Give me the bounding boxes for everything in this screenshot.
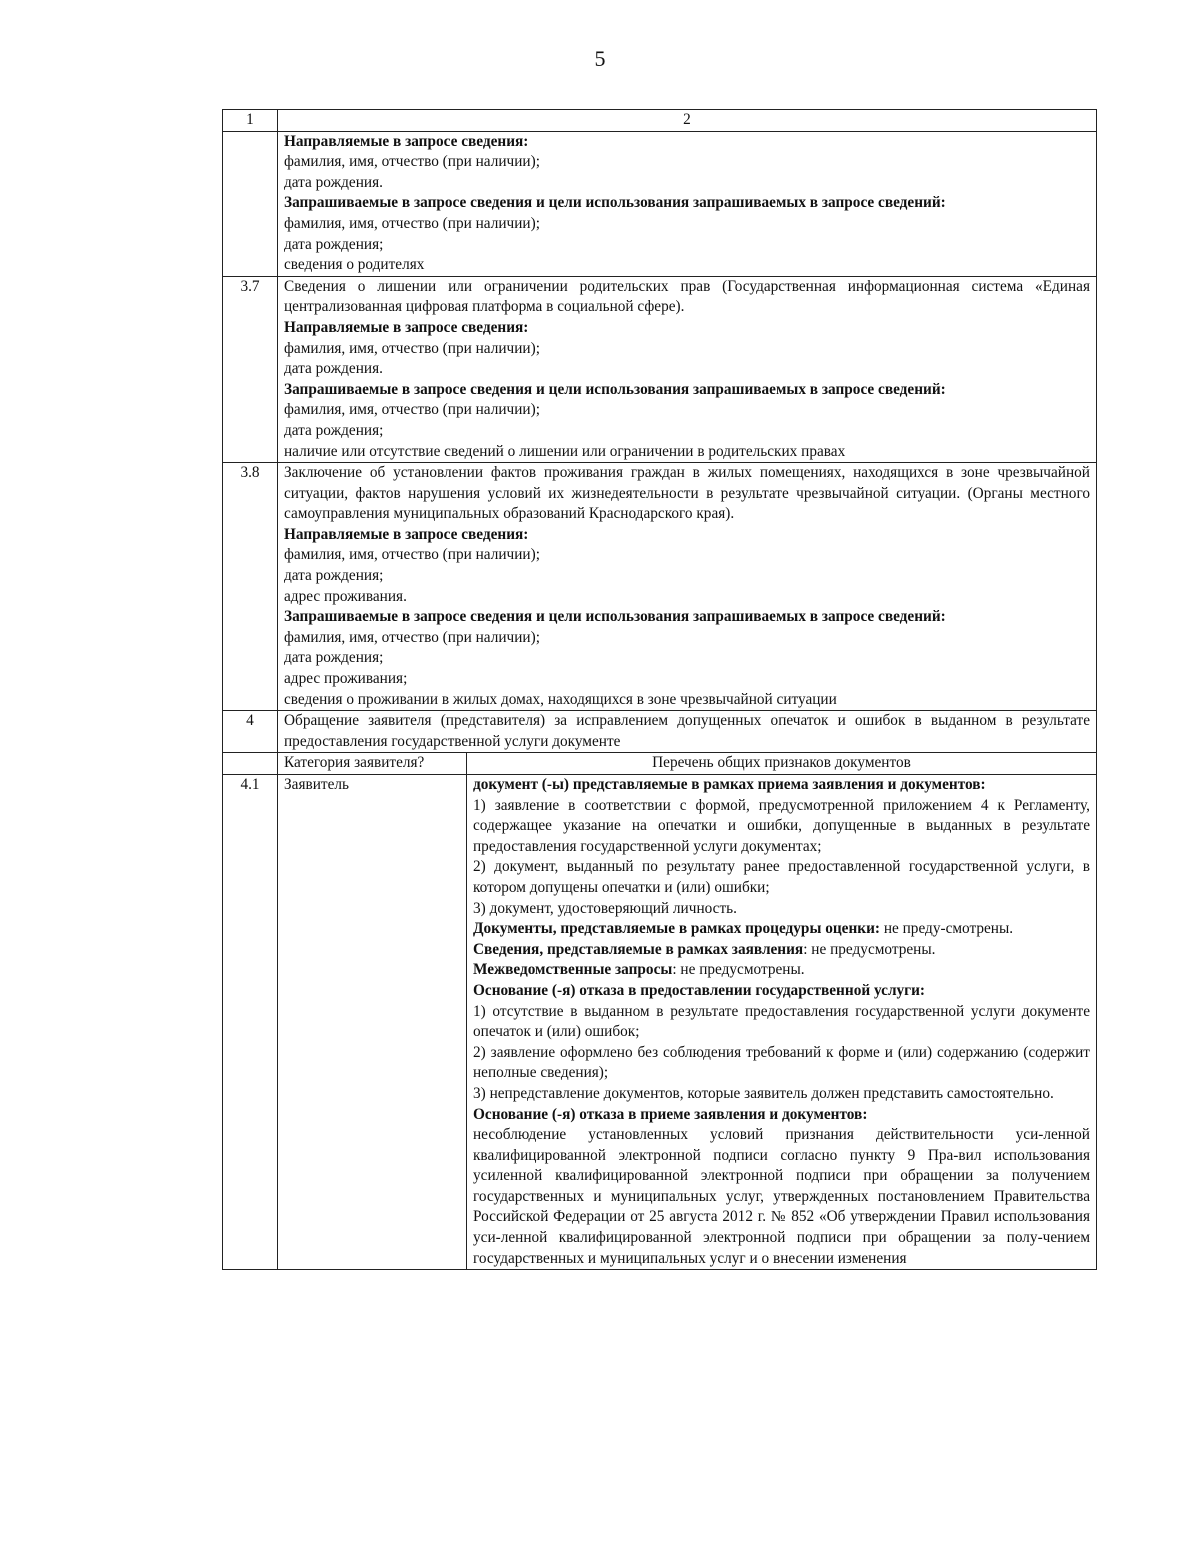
category-cell: Заявитель	[278, 775, 467, 1270]
eval-heading: Документы, представляемые в рамках процедуры оценки:	[473, 920, 880, 938]
reject-heading: Основание (-я) отказа в приеме заявления и документов:	[473, 1105, 868, 1123]
sent-heading: Направляемые в запросе сведения:	[284, 132, 529, 150]
requested-heading: Запрашиваемые в запросе сведения и цели использования запрашиваемых в запросе сведений:	[284, 380, 946, 398]
requested-item: адрес проживания;	[284, 670, 408, 688]
sent-item: дата рождения;	[284, 567, 384, 585]
requested-item: фамилия, имя, отчество (при наличии);	[284, 214, 540, 232]
document-table	[222, 109, 1097, 1270]
inter-line	[473, 960, 1090, 981]
table-row-4	[223, 711, 1097, 753]
row-title: Заключение об установлении фактов проживания граждан в жилых помещениях, находящихся в зоне чрезвычайной ситуации, фактов нарушения условий их жизнедеятельности в результате чрезвычайной ситуации. (Органы местного самоуправления муниципальных образований Краснодарского края).	[284, 464, 1090, 523]
requested-item: наличие или отсутствие сведений о лишении или ограничении в родительских правах	[284, 442, 846, 460]
category-header: Категория заявителя?	[278, 753, 467, 775]
sent-item: фамилия, имя, отчество (при наличии);	[284, 339, 540, 357]
row-number: 3.7	[223, 276, 278, 462]
sent-item: дата рождения.	[284, 173, 383, 191]
header-col-2: 2	[278, 110, 1097, 132]
refusal-heading: Основание (-я) отказа в предоставлении государственной услуги:	[473, 981, 926, 999]
row-number: 3.8	[223, 463, 278, 711]
row-title: Сведения о лишении или ограничении родительских прав (Государственная информационная система «Единая централизованная цифровая платформа в социальной сфере).	[284, 277, 1090, 316]
docs-heading: документ (-ы) представляемые в рамках приема заявления и документов:	[473, 776, 986, 793]
requested-item: сведения о родителях	[284, 256, 425, 274]
row-content	[278, 276, 1097, 462]
table-row-3-8	[223, 463, 1097, 711]
sent-heading: Направляемые в запросе сведения:	[284, 525, 529, 543]
refusal-item: 2) заявление оформлено без соблюдения требований к форме и (или) содержанию (содержит неполные сведения);	[473, 1043, 1090, 1082]
row-num-empty	[223, 753, 278, 775]
table-row-continued	[223, 131, 1097, 276]
table-row-4-1	[223, 775, 1097, 1270]
requested-item: фамилия, имя, отчество (при наличии);	[284, 401, 540, 419]
list-header: Перечень общих признаков документов	[467, 753, 1097, 775]
header-col-1: 1	[223, 110, 278, 132]
eval-line	[473, 919, 1090, 940]
info-heading: Сведения, представляемые в рамках заявления	[473, 940, 804, 958]
requested-item: дата рождения;	[284, 649, 384, 667]
subheader-row	[223, 753, 1097, 775]
requested-item: дата рождения;	[284, 421, 384, 439]
sent-item: фамилия, имя, отчество (при наличии);	[284, 153, 540, 171]
eval-value: не преду-смотрены.	[880, 920, 1014, 938]
row-number: 4	[223, 711, 278, 753]
row-num-empty	[223, 131, 278, 276]
page-number: 5	[594, 46, 606, 71]
docs-item: 2) документ, выданный по результату ранее предоставленной государственной услуги, в котором допущены опечатки и (или) ошибки;	[473, 858, 1090, 896]
sent-item: фамилия, имя, отчество (при наличии);	[284, 546, 540, 564]
refusal-item: 3) непредставление документов, которые заявитель должен представить самостоятельно.	[473, 1084, 1054, 1102]
sent-item: дата рождения.	[284, 360, 383, 378]
sent-heading: Направляемые в запросе сведения:	[284, 318, 529, 336]
inter-value: : не предусмотрены.	[672, 961, 805, 979]
sent-item: адрес проживания.	[284, 587, 407, 605]
requested-item: фамилия, имя, отчество (при наличии);	[284, 628, 540, 646]
docs-item: 3) документ, удостоверяющий личность.	[473, 899, 737, 917]
info-value: : не предусмотрены.	[803, 940, 936, 958]
docs-item: 1) заявление в соответствии с формой, предусмотренной приложением 4 к Регламенту, содержащее указание на опечатки и ошибки, допущенные в выданных в результате предоставления государственной услуги документах;	[473, 796, 1090, 855]
requested-heading: Запрашиваемые в запросе сведения и цели использования запрашиваемых в запросе сведений:	[284, 194, 946, 212]
documents-cell	[467, 775, 1097, 1270]
refusal-item: 1) отсутствие в выданном в результате предоставления государственной услуги документе опечаток и (или) ошибок;	[473, 1002, 1090, 1041]
row-content	[278, 463, 1097, 711]
reject-text: несоблюдение установленных условий признания действительности уси-ленной квалифицированной электронной подписи согласно пункту 9 Пра-вил использования усиленной квалифицированной электронной подписи при обращении за получением государственных и муниципальных услуг, утвержденных постановлением Правительства Российской Федерации от 25 августа 2012 г. № 852 «Об утверждении Правил использования уси-ленной квалифицированной электронной подписи при обращении за полу-чением государственных и муниципальных услуг и о внесении изменения	[473, 1126, 1090, 1267]
table-header-row	[223, 110, 1097, 132]
table-row-3-7	[223, 276, 1097, 462]
requested-item: сведения о проживании в жилых домах, находящихся в зоне чрезвычайной ситуации	[284, 690, 837, 708]
row-content	[278, 131, 1097, 276]
row-content: Обращение заявителя (представителя) за исправлением допущенных опечаток и ошибок в выданном в результате предоставления государственной услуги документе	[278, 711, 1097, 753]
requested-heading: Запрашиваемые в запросе сведения и цели использования запрашиваемых в запросе сведений:	[284, 608, 946, 626]
row-number: 4.1	[223, 775, 278, 1270]
inter-heading: Межведомственные запросы	[473, 961, 673, 979]
requested-item: дата рождения;	[284, 235, 384, 253]
info-line	[473, 940, 1090, 961]
